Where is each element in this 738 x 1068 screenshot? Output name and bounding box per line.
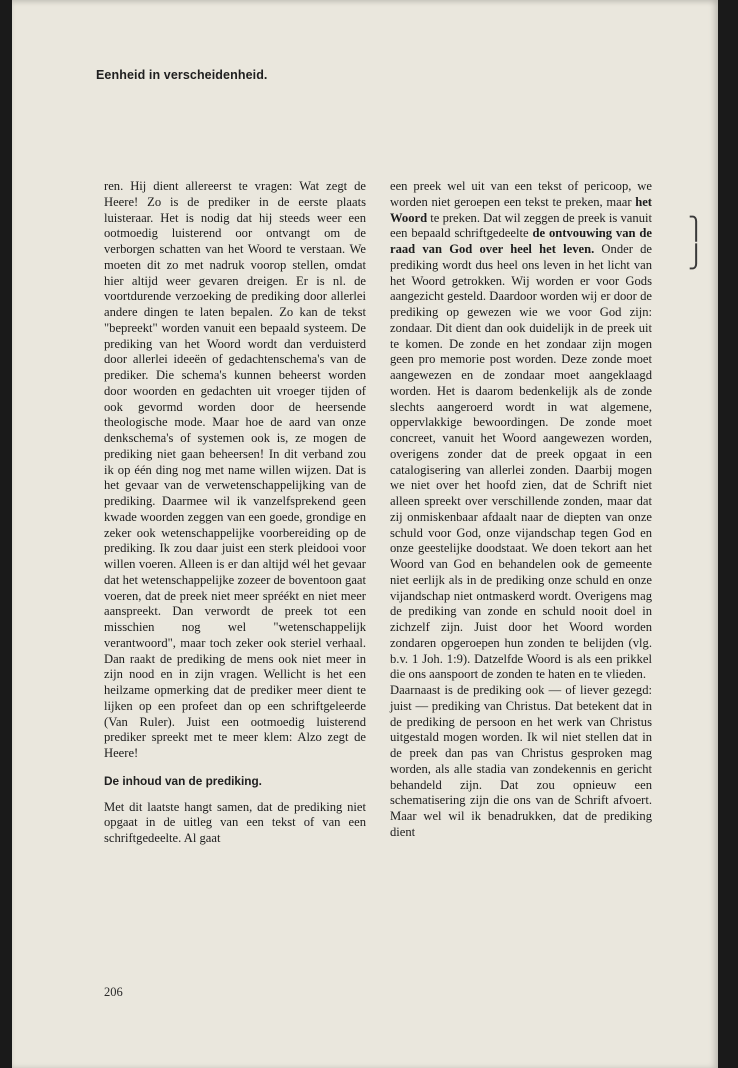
left-paragraph-2: Met dit laatste hangt samen, dat de prediking niet opgaat in de uitleg van een tekst of van een schriftgedeelte. Al gaat: [104, 799, 366, 845]
section-heading: De inhoud van de prediking.: [104, 773, 262, 788]
margin-brace-mark: ⎫: [688, 217, 705, 242]
right-column: [390, 179, 652, 841]
margin-brace-mark: ⎭: [688, 245, 705, 270]
running-header: Eenheid in verscheidenheid.: [96, 68, 268, 82]
right-paragraph-1: [390, 179, 652, 683]
right-p1-text-c: Onder de prediking wordt dus heel ons leven in het licht van het Woord getrokken. Wij worden er voor Gods aangezicht gesteld. Daardoor worden wij er door de prediking op gewezen wie we voor God zijn: zondaar. Dit dient dan ook duidelijk in de preek uit te komen. De zonde en het zondaar zijn mogen geen pro memorie post worden. Deze zonde moet aangewezen en de zondaar moet aangeklaagd worden. Het is daarom bedenkelijk als de zonde slechts aangeroerd wordt in wat algemene, oppervlakkige bewoordingen. De zonde moet concreet, vanuit het Woord aangewezen worden, overigens zonder dat de preek opgaat in een catalogisering van allerlei zonden. Daarbij mogen we niet over het hoofd zien, dat de Schrift niet alleen spreekt over verschillende zonden, maar dat zij onmiskenbaar afdaalt naar de diepten van onze schuld voor God, onze vijandschap tegen God en onze geestelijke doodstaat. We doen tekort aan het Woord van God en behandelen ook de gemeente niet eerlijk als in de prediking onze schuld en onze vijandschap niet ontmaskerd wordt. Overigens mag de prediking van zonde en schuld nooit doel in zichzelf zijn. Juist door het Woord worden zondaren opgeroepen hun zonden te belijden (vlg. b.v. 1 Joh. 1:9). Datzelfde Woord is als een prikkel die ons aanspoort de zonden te haten en te vlieden.: [390, 242, 652, 682]
left-column: [104, 179, 366, 847]
document-page: [12, 0, 718, 1068]
left-paragraph-1: ren. Hij dient allereerst te vragen: Wat zegt de Heere! Zo is de prediker in de eerste plaats luisteraar. Het is nodig dat hij steeds weer een ootmoedig luisterend oor ontvangt om de verborgen schatten van het Woord te verstaan. We moeten dit zo met nadruk voorop stellen, omdat hier altijd weer gevaren dreigen. Er is nl. de voortdurende verzoeking de prediking door allerlei andere dingen te laten bepalen. Zo kan de tekst "bepreekt" worden vanuit een bepaald systeem. De prediking van het Woord wordt dan verduisterd door allerlei ideeën of gedachtenschema's van de prediker. Die schema's kunnen beheerst worden door woorden en gedachten uit vroeger tijden of ook gevormd worden door de heersende theologische mode. Maar hoe de aard van onze denkschema's of systemen ook is, ze mogen de prediking niet gaan beheersen! In dit verband zou ik op één ding nog met name willen wijzen. Dat is het gevaar van de verwetenschappelijking van de prediking. Daarmee wil ik vanzelfsprekend geen kwade woorden zeggen van een goede, grondige en zeker ook wetenschappelijke voorbereiding op de prediking. Ik zou daar juist een sterk pleidooi voor willen voeren. Alleen is er dan altijd wél het gevaar dat het wetenschappelijke zozeer de boventoon gaat voeren, dat de preek niet meer spréékt en niet meer aanspreekt. Dan verwordt de preek tot een misschien nog wel "wetenschappelijk verantwoord", maar toch zeker ook steriel verhaal. Dan raakt de prediking de mens ook niet meer in zijn nood en in zijn vragen. Wellicht is het een heilzame opmerking dat de prediker meer dient te lijken op een profeet dan op een schriftgeleerde (Van Ruler). Juist een ootmoedig luisterend prediker spreekt met te meer klem: Alzo zegt de Heere!: [104, 179, 366, 760]
right-paragraph-2: Daarnaast is de prediking ook — of liever gezegd: juist — prediking van Christus. Dat betekent dat in de prediking de persoon en het werk van Christus uitgestald mogen worden. Ik wil niet stellen dat in de preek dan pas van Christus gesproken mag worden, als alle stadia van zondekennis en gericht behandeld zijn. Dat zou opnieuw een schematisering zijn die ons van de Schrift afvoert. Maar wel wil ik benadrukken, dat de prediking dient: [390, 683, 652, 839]
right-p1-text-b: te preken. Dat wil zeggen de preek is vanuit een bepaald schriftgedeelte: [390, 210, 652, 241]
right-p1-text-a: een preek wel uit van een tekst of pericoop, we worden niet geroepen een tekst te preken, maar: [390, 179, 652, 209]
right-p1-bold-a: het Woord: [390, 194, 652, 225]
page-number: 206: [104, 985, 123, 999]
right-p1-bold-b: de ontvouwing van de raad van God over heel het leven.: [390, 226, 652, 256]
